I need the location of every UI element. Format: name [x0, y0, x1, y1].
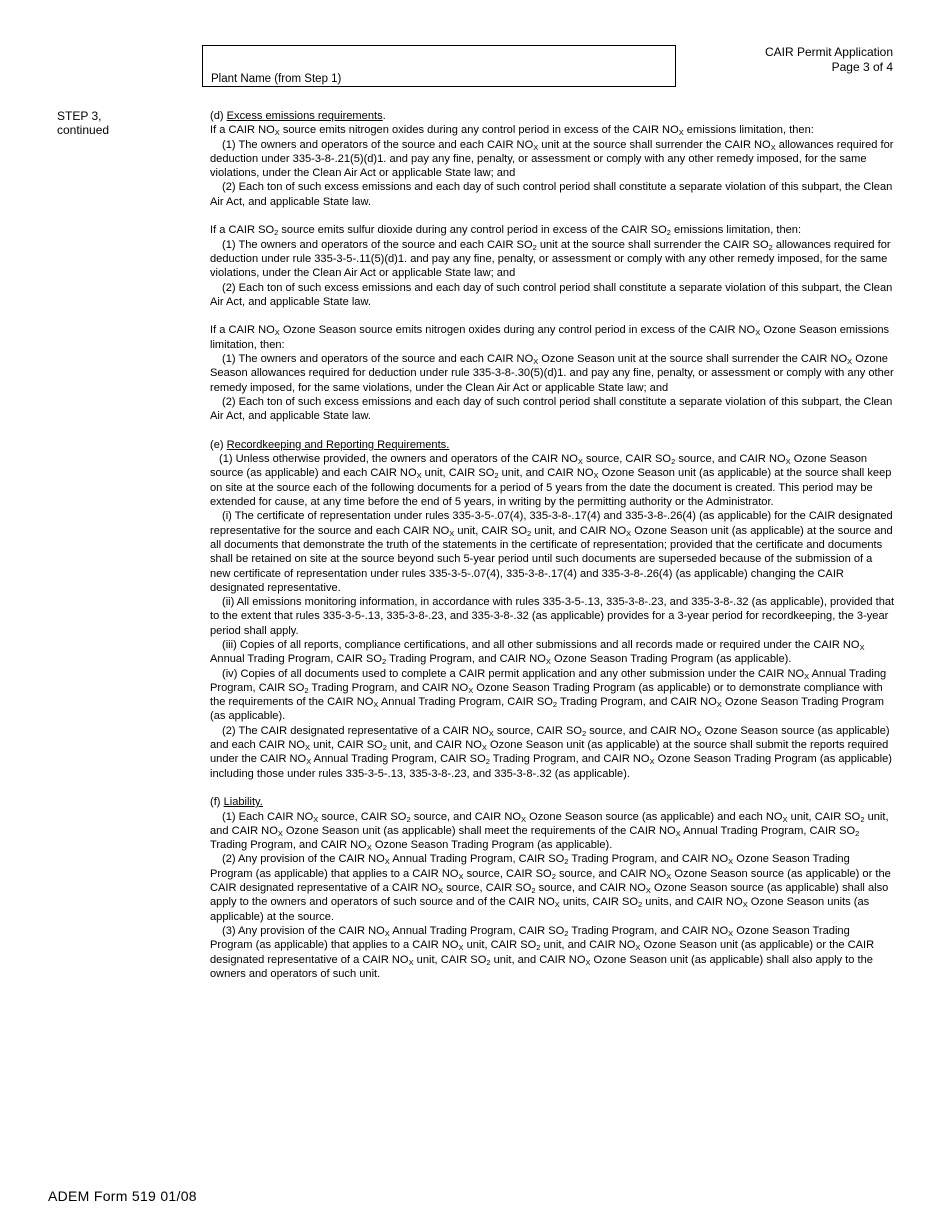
paragraph: (1) The owners and operators of the source and each CAIR $NO_X$ Ozone Season unit at the source shall surrender the CAIR $NO_X$ Ozone Season allowances required for deduction under rule 335-3-8-.30(5)(d)1. and pay any fine, penalty, or assessment or comply with any other remedy imposed, for the same violations, under the Clean Air Act or applicable State law; and — [210, 353, 894, 394]
section-e-title: Recordkeeping and Reporting Requirements. — [226, 438, 450, 451]
paragraph: (2) Each ton of such excess emissions and each day of such control period shall constitute a separate violation of this subpart, the Clean Air Act, and applicable State law. — [210, 281, 893, 308]
section-f — [210, 795, 895, 981]
section-f-paragraphs — [210, 810, 895, 982]
page-number: Page 3 of 4 — [831, 60, 893, 74]
paragraph: (2) Each ton of such excess emissions and each day of such control period shall constitute a separate violation of this subpart, the Clean Air Act, and applicable State law. — [210, 181, 893, 208]
step-number: STEP 3, — [57, 109, 102, 123]
section-d-title: Excess emissions requirements — [226, 110, 383, 122]
form-id: ADEM Form 519 01/08 — [48, 1188, 197, 1204]
paragraph: (2) The CAIR designated representative of a CAIR $NO_X$ source, CAIR $SO_2$ source, and CAIR $NO_X$ Ozone Season source (as applicable) and each CAIR $NO_X$ unit, CAIR $SO_2$ unit, and CAIR $NO_X$ Ozone Season unit (as applicable) at the source shall submit the reports required under the CAIR $NO_X$ Annual Trading Program, CAIR $SO_2$ Trading Program, and CAIR $NO_X$ Ozone Season Trading Program (as applicable) including those under rules 335-3-5-.13, 335-3-8-.23, and 335-3-8-.32 (as applicable). — [210, 724, 893, 780]
paragraph: (iv) Copies of all documents used to complete a CAIR permit application and any other submission under the CAIR $NO_X$ Annual Trading Program, CAIR $SO_2$ Trading Program, and CAIR $NO_X$ Ozone Season Trading Program (as applicable) or to demonstrate compliance with the requirements of the CAIR $NO_X$ Annual Trading Program, CAIR $SO_2$ Trading Program, and CAIR $NO_X$ Ozone Season Trading Program (as applicable). — [210, 667, 887, 723]
paragraph: (2) Each ton of such excess emissions and each day of such control period shall constitute a separate violation of this subpart, the Clean Air Act, and applicable State law. — [210, 395, 893, 423]
paragraph: (1) The owners and operators of the source and each CAIR $NO_X$ unit at the source shall surrender the CAIR $NO_X$ allowances required for deduction under 335-3-8-.21(5)(d)1. and pay any fine, penalty, or assessment or comply with any other remedy imposed, for the same violations, under the Clean Air Act or applicable State law; and — [210, 138, 894, 180]
paragraph: (1) Each CAIR $NO_X$ source, CAIR $SO_2$ source, and CAIR $NO_X$ Ozone Season source (as applicable) and each $NO_X$ unit, CAIR $SO_2$ unit, and CAIR $NO_X$ Ozone Season unit (as applicable) shall meet the requirements of the CAIR $NO_X$ Annual Trading Program, CAIR $SO_2$ Trading Program, and CAIR $NO_X$ Ozone Season Trading Program (as applicable). — [210, 810, 889, 853]
section-d-paragraphs — [210, 123, 895, 423]
form-title: CAIR Permit Application — [764, 45, 893, 59]
paragraph: (2) Any provision of the CAIR $NO_X$ Annual Trading Program, CAIR $SO_2$ Trading Program, and CAIR $NO_X$ Ozone Season Trading Program (as applicable) that applies to a CAIR $NO_X$ source, CAIR $SO_2$ source, and CAIR $NO_X$ Ozone Season source (as applicable) or the CAIR designated representative of a CAIR $NO_X$ source, CAIR $SO_2$ source, and CAIR $NO_X$ Ozone Season source (as applicable) shall also apply to the owners and operators of such source and of the CAIR $NO_X$ units, CAIR $SO_2$ units, and CAIR $NO_X$ Ozone Season units (as applicable) at the source. — [210, 853, 891, 923]
paragraph: (ii) All emissions monitoring information, in accordance with rules 335-3-5-.13, 335-3-8-.23, and 335-3-8-.32 (as applicable), provided that to the extent that rules 335-3-5-.13, 335-3-8-.23, and 335-3-8-.32 (as applicable) provides for a 3-year period for recordkeeping, the 3-year period shall apply. — [210, 596, 895, 637]
section-e-label: (e) — [210, 438, 224, 451]
section-d-heading: (d) Excess emissions requirements. — [210, 110, 386, 122]
step-label — [57, 109, 109, 138]
section-e-paragraphs — [210, 452, 895, 781]
step-content — [210, 109, 895, 981]
plant-name-label: Plant Name (from Step 1) — [211, 73, 342, 85]
section-d — [210, 109, 895, 424]
page-header — [765, 45, 893, 75]
paragraph: If a CAIR $NO_X$ source emits nitrogen oxides during any control period in excess of the CAIR $NO_X$ emissions limitation, then: — [210, 124, 814, 138]
section-f-title: Liability. — [223, 796, 263, 809]
paragraph: (1) The owners and operators of the source and each CAIR $SO_2$ unit at the source shall surrender the CAIR $SO_2$ allowances required for deduction under rule 335-3-5-.11(5)(d)1. and pay any fine, penalty, or assessment or comply with any other remedy imposed, for the same violations, under the Clean Air Act or applicable State law; and — [210, 238, 891, 280]
paragraph: (i) The certificate of representation under rules 335-3-5-.07(4), 335-3-8-.17(4) and 335-3-8-.26(4) (as applicable) for the CAIR designated representative for the source and each CAIR $NO_X$ unit, CAIR $SO_2$ unit, and CAIR $NO_X$ Ozone Season unit (as applicable) at the source and all documents that demonstrate the truth of the statements in the certificate of representation; provided that the certificate and documents shall be retained on site at the source beyond such 5-year period until such documents are superseded because of the submission of a new certificate of representation under rules 335-3-5-.07(4), 335-3-8-.17(4) and 335-3-8-.26(4) (as applicable) changing the CAIR designated representative. — [210, 510, 893, 594]
section-f-heading — [210, 795, 895, 809]
paragraph: If a CAIR $NO_X$ Ozone Season source emits nitrogen oxides during any control period in excess of the CAIR $NO_X$ Ozone Season emissions limitation, then: — [210, 324, 890, 351]
section-e-heading — [210, 438, 895, 452]
section-e — [210, 438, 895, 781]
section-f-label: (f) — [210, 796, 221, 809]
section-d-label: (d) — [210, 110, 224, 122]
paragraph: (iii) Copies of all reports, compliance certifications, and all other submissions and all records made or required under the CAIR $NO_X$ Annual Trading Program, CAIR $SO_2$ Trading Program, and CAIR $NO_X$ Ozone Season Trading Program (as applicable). — [210, 638, 865, 667]
paragraph: (3) Any provision of the CAIR $NO_X$ Annual Trading Program, CAIR $SO_2$ Trading Program, and CAIR $NO_X$ Ozone Season Trading Program (as applicable) that applies to a CAIR $NO_X$ unit, CAIR $SO_2$ unit, and CAIR $NO_X$ Ozone Season unit (as applicable) or the CAIR designated representative of a CAIR $NO_X$ unit, CAIR $SO_2$ unit, and CAIR $NO_X$ Ozone Season unit (as applicable) shall also apply to the owners and operators of such unit. — [210, 924, 875, 980]
step-continued: continued — [57, 123, 110, 138]
paragraph: (1) Unless otherwise provided, the owners and operators of the CAIR $NO_X$ source, CAIR $SO_2$ source, and CAIR $NO_X$ Ozone Season source (as applicable) and each CAIR $NO_X$ unit, CAIR $SO_2$ unit, and CAIR $NO_X$ Ozone Season unit (as applicable) at the source shall keep on site at the source each of the following documents for a period of 5 years from the date the document is created. This period may be extended for cause, at any time before the end of 5 years, in writing by the permitting authority or the Administrator. — [210, 453, 892, 509]
plant-name-field[interactable] — [202, 45, 676, 87]
paragraph: If a CAIR $SO_2$ source emits sulfur dioxide during any control period in excess of the CAIR $SO_2$ emissions limitation, then: — [210, 224, 802, 238]
